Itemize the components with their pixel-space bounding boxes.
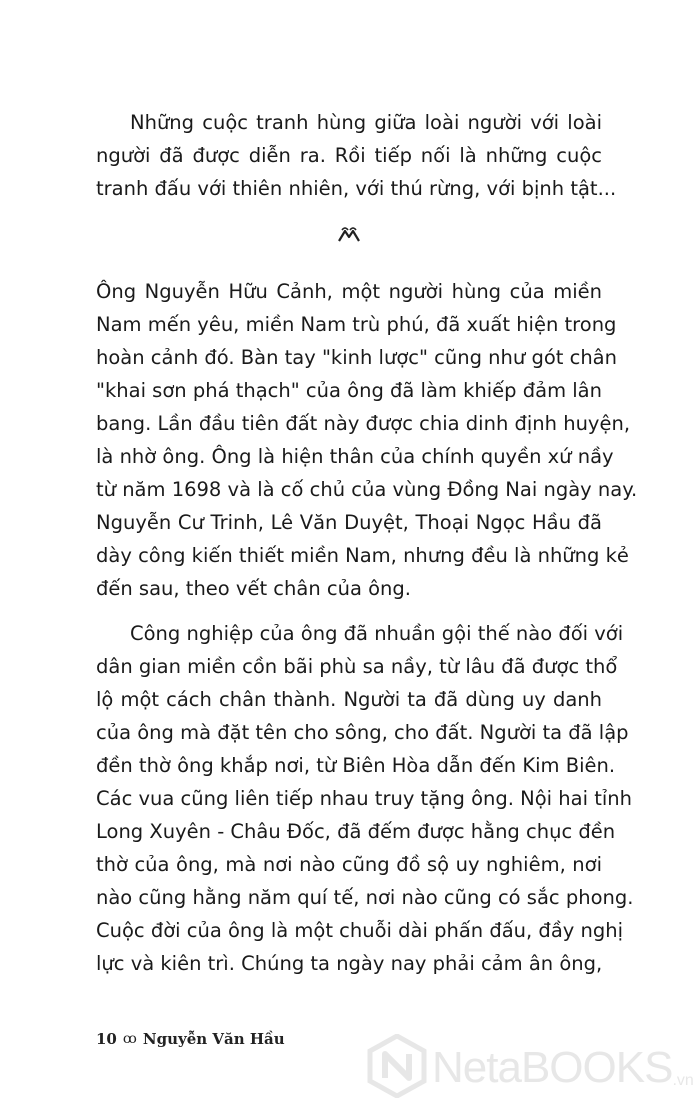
text-line: nào cũng hằng năm quí tế, nơi nào cũng có sắc phong.: [96, 886, 634, 909]
text-line: Các vua cũng liên tiếp nhau truy tặng ông. Nội hai tỉnh: [96, 787, 632, 810]
text-line: đền thờ ông khắp nơi, từ Biên Hòa dẫn đến Kim Biên.: [96, 754, 616, 777]
text-line: là nhờ ông. Ông là hiện thân của chính quyền xứ nầy: [96, 445, 614, 468]
text-line: Nam mến yêu, miền Nam trù phú, đã xuất hiện trong: [96, 313, 617, 336]
paragraph-2: [96, 275, 638, 605]
text-line: lộ một cách chân thành. Người ta đã dùng uy danh: [96, 688, 602, 711]
watermark: [366, 1028, 694, 1108]
text-line: hoàn cảnh đó. Bàn tay "kinh lược" cũng như gót chân: [96, 346, 617, 369]
paragraph-1: [96, 106, 617, 205]
text-line: người đã được diễn ra. Rồi tiếp nối là những cuộc: [96, 144, 602, 167]
watermark-suffix: .vn: [672, 1072, 694, 1089]
text-line: Công nghiệp của ông đã nhuần gội thế nào đối với: [130, 622, 624, 645]
netabooks-logo-icon: [366, 1034, 428, 1102]
text-line: từ năm 1698 và là cố chủ của vùng Đồng Nai ngày nay.: [96, 478, 638, 501]
text-line: lực và kiên trì. Chúng ta ngày nay phải cảm ân ông,: [96, 952, 603, 975]
section-ornament-icon: [336, 224, 362, 246]
paragraph-3: [96, 617, 634, 980]
text-line: "khai sơn phá thạch" của ông đã làm khiếp đảm lân: [96, 379, 602, 402]
text-line: dân gian miền cồn bãi phù sa nầy, từ lâu đã được thổ: [96, 655, 618, 678]
text-line: Long Xuyên - Châu Đốc, đã đếm được hằng chục đền: [96, 820, 616, 843]
page-number: 10: [96, 1030, 117, 1048]
text-line: dày công kiến thiết miền Nam, nhưng đều là những kẻ: [96, 544, 629, 567]
text-line: Những cuộc tranh hùng giữa loài người với loài: [130, 111, 602, 134]
text-line: bang. Lần đầu tiên đất này được chia dinh định huyện,: [96, 412, 631, 435]
footer-separator: ꝏ: [122, 1031, 137, 1047]
page-footer: [96, 1030, 285, 1048]
text-line: của ông mà đặt tên cho sông, cho đất. Người ta đã lập: [96, 721, 629, 744]
watermark-text: NetaBOOKS: [432, 1043, 673, 1092]
text-line: Nguyễn Cư Trinh, Lê Văn Duyệt, Thoại Ngọc Hầu đã: [96, 511, 602, 534]
text-line: thờ của ông, mà nơi nào cũng đồ sộ uy nghiêm, nơi: [96, 853, 602, 876]
text-line: Ông Nguyễn Hữu Cảnh, một người hùng của miền: [96, 280, 602, 303]
author-name: Nguyễn Văn Hầu: [142, 1030, 285, 1048]
text-line: Cuộc đời của ông là một chuỗi dài phấn đấu, đầy nghị: [96, 919, 624, 942]
text-line: đến sau, theo vết chân của ông.: [96, 577, 411, 600]
text-line: tranh đấu với thiên nhiên, với thú rừng, với bịnh tật...: [96, 177, 617, 200]
